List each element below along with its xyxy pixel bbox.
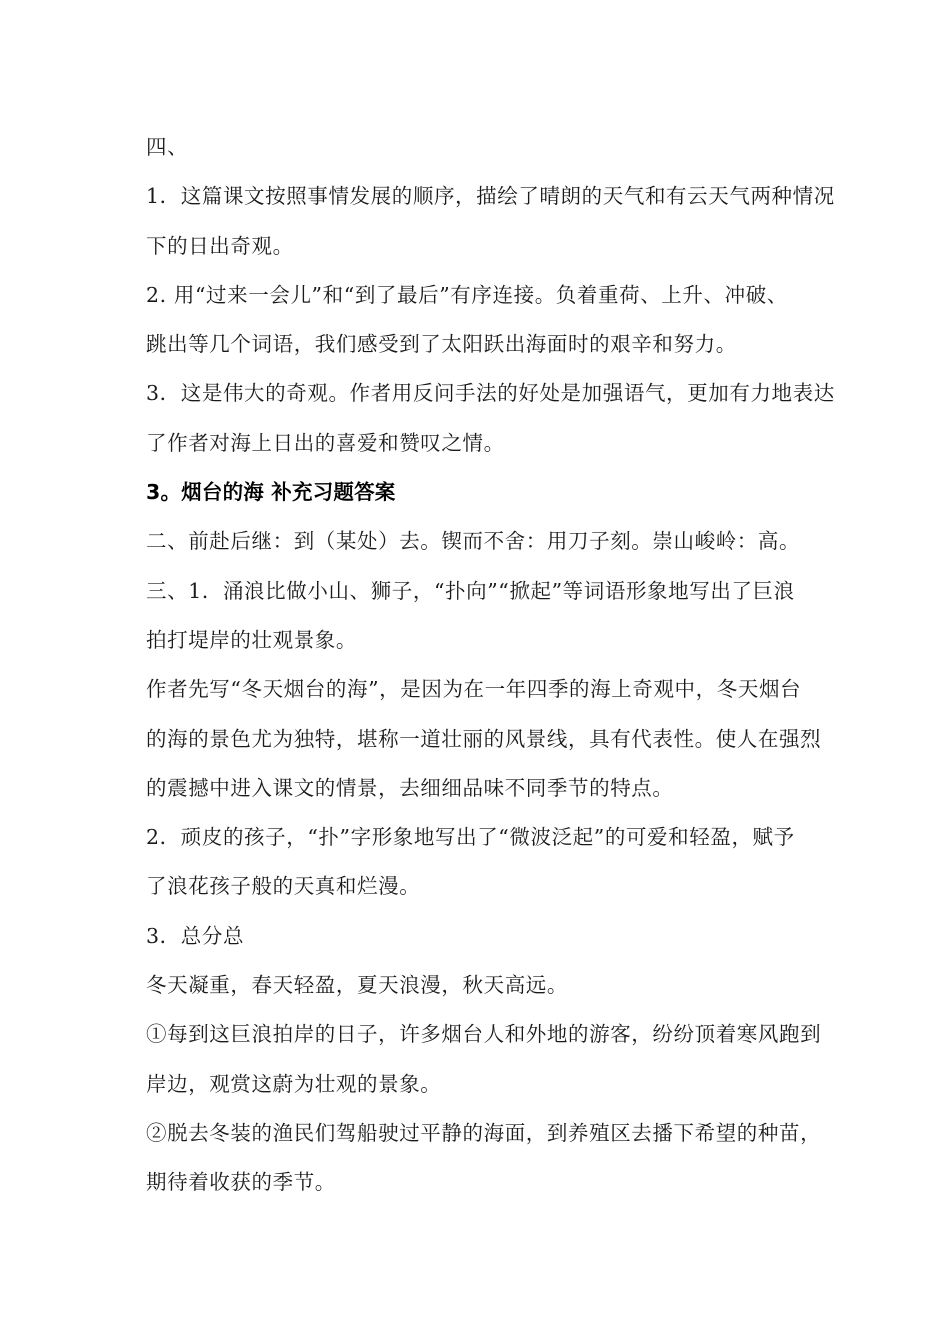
paragraph-line: 3．这是伟大的奇观。作者用反问手法的好处是加强语气，更加有力地表达 [146,381,835,406]
paragraph-line: 三、1．涌浪比做小山、狮子，“扑向”“掀起”等词语形象地写出了巨浪 [146,578,795,603]
paragraph-line: 作者先写“冬天烟台的海”，是因为在一年四季的海上奇观中，冬天烟台 [146,677,802,702]
paragraph-line: 的海的景色尤为独特，堪称一道壮丽的风景线，具有代表性。使人在强烈 [146,726,822,751]
paragraph-line: 3．总分总 [146,923,245,948]
paragraph-line: 岸边，观赏这蔚为壮观的景象。 [146,1071,442,1096]
paragraph-line: 2. 用“过来一会儿”和“到了最后”有序连接。负着重荷、上升、冲破、 [146,282,788,307]
section-number-four: 四、 [146,135,189,159]
paragraph-line: 下的日出奇观。 [146,233,294,258]
paragraph-line: ②脱去冬装的渔民们驾船驶过平静的海面，到养殖区去播下希望的种苗， [146,1120,822,1145]
paragraph-line: 拍打堤岸的壮观景象。 [146,627,357,652]
paragraph-line: 冬天凝重，春天轻盈，夏天浪漫，秋天高远。 [146,973,568,998]
paragraph-line: 2．顽皮的孩子，“扑”字形象地写出了“微波泛起”的可爱和轻盈，赋予 [146,825,795,850]
paragraph-line: 了作者对海上日出的喜爱和赞叹之情。 [146,430,505,455]
paragraph-line: 的震撼中进入课文的情景，去细细品味不同季节的特点。 [146,775,674,800]
paragraph-line: 1．这篇课文按照事情发展的顺序，描绘了晴朗的天气和有云天气两种情况 [146,184,835,209]
paragraph-line: 期待着收获的季节。 [146,1170,336,1195]
section-heading: 3。烟台的海 补充习题答案 [146,480,396,505]
paragraph-line: ①每到这巨浪拍岸的日子，许多烟台人和外地的游客，纷纷顶着寒风跑到 [146,1022,822,1047]
paragraph-line: 了浪花孩子般的天真和烂漫。 [146,874,421,899]
document-body [146,132,876,1217]
paragraph-line: 二、前赴后继：到（某处）去。锲而不舍：用刀子刻。崇山峻岭：高。 [146,529,801,554]
paragraph-line: 跳出等几个词语，我们感受到了太阳跃出海面时的艰辛和努力。 [146,332,737,357]
